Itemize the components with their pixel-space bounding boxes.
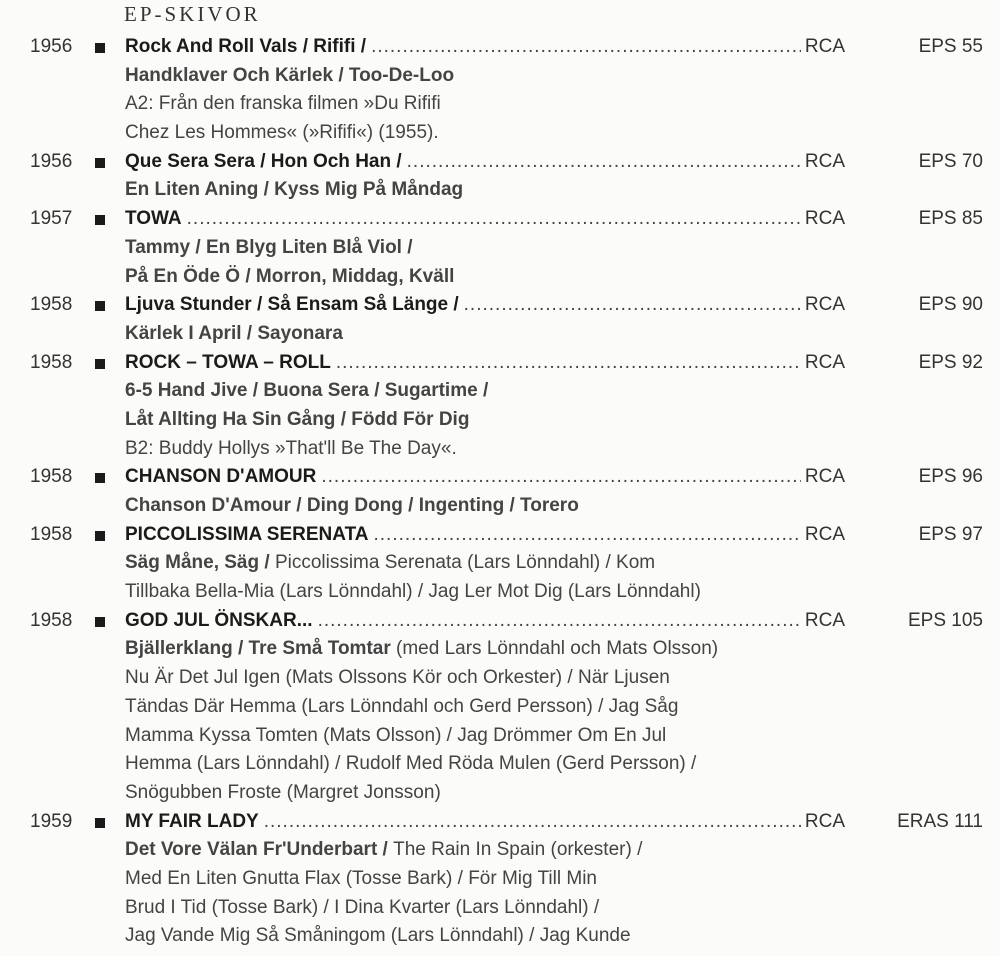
record-label: RCA — [804, 609, 845, 631]
record-label: RCA — [804, 150, 845, 172]
track-line: Handklaver Och Kärlek / Too-De-Loo — [125, 64, 455, 86]
bullet-square-icon — [95, 43, 105, 53]
bullet-square-icon — [95, 215, 105, 225]
track-line: Tillbaka Bella-Mia (Lars Lönndahl) / Jag Ler Mot Dig (Lars Lönndahl) — [125, 581, 701, 603]
dot-leader — [318, 607, 801, 636]
track-line: Jag Vande Mig Så Småningom (Lars Lönndahl) / Jag Kunde — [125, 925, 631, 947]
track-line: 6-5 Hand Jive / Buona Sera / Sugartime / — [125, 380, 489, 402]
dot-leader — [264, 808, 801, 837]
bullet-square-icon — [95, 818, 105, 828]
catalog-number: EPS 70 — [918, 150, 983, 172]
entry-year: 1956 — [30, 36, 73, 57]
record-label: RCA — [804, 208, 845, 230]
track-line: Säg Måne, Säg / Piccolissima Serenata (Lars Lönndahl) / Kom — [125, 552, 656, 574]
record-label: RCA — [804, 523, 845, 545]
discography-list — [0, 33, 1000, 951]
entry-year: 1957 — [30, 208, 73, 230]
track-line: Hemma (Lars Lönndahl) / Rudolf Med Röda Mulen (Gerd Persson) / — [125, 753, 697, 775]
bullet-square-icon — [95, 158, 105, 168]
entry-year: 1958 — [30, 351, 73, 373]
discography-entry — [0, 521, 1000, 607]
entry-title: GOD JUL ÖNSKAR... — [125, 609, 313, 631]
catalog-number: EPS 90 — [918, 294, 983, 316]
entry-title: CHANSON D'AMOUR — [125, 466, 317, 488]
entry-year: 1958 — [30, 609, 73, 631]
bullet-square-icon — [95, 473, 105, 483]
track-line: Med En Liten Gnutta Flax (Tosse Bark) / För Mig Till Min — [125, 867, 597, 889]
catalog-number: EPS 96 — [918, 466, 983, 488]
track-line: På En Öde Ö / Morron, Middag, Kväll — [125, 265, 455, 287]
discography-entry — [0, 808, 1000, 951]
record-label: RCA — [804, 294, 845, 316]
note-line: B2: Buddy Hollys »That'll Be The Day«. — [125, 437, 457, 459]
track-line: Tändas Där Hemma (Lars Lönndahl och Gerd Persson) / Jag Såg — [125, 695, 679, 717]
record-label: RCA — [804, 351, 845, 373]
discography-entry — [0, 349, 1000, 464]
discography-entry — [0, 148, 1000, 205]
catalog-number: EPS 55 — [918, 36, 983, 57]
track-line: Det Vore Välan Fr'Underbart / The Rain In Spain (orkester) / — [125, 839, 643, 861]
track-line: Kärlek I April / Sayonara — [125, 322, 343, 344]
entry-title: TOWA — [125, 208, 182, 230]
catalog-number: EPS 105 — [908, 609, 983, 631]
discography-entry — [0, 463, 1000, 520]
track-line: En Liten Aning / Kyss Mig På Måndag — [125, 179, 464, 201]
record-label: RCA — [804, 36, 845, 57]
catalog-number: EPS 97 — [918, 523, 983, 545]
catalog-number: ERAS 111 — [897, 810, 983, 832]
track-line: Chanson D'Amour / Ding Dong / Ingenting / Torero — [125, 495, 579, 516]
entry-title: ROCK – TOWA – ROLL — [125, 351, 331, 373]
discography-entry — [0, 205, 1000, 291]
record-label: RCA — [804, 466, 845, 488]
dot-leader — [187, 205, 801, 234]
catalog-number: EPS 85 — [918, 208, 983, 230]
section-heading: EP-SKIVOR — [124, 2, 261, 26]
bullet-square-icon — [95, 359, 105, 369]
track-line: Snögubben Froste (Margret Jonsson) — [125, 781, 441, 803]
dot-leader — [336, 349, 801, 378]
record-label: RCA — [804, 810, 845, 832]
entry-title: Que Sera Sera / Hon Och Han / — [125, 150, 402, 172]
dot-leader — [464, 291, 801, 320]
discography-entry — [0, 291, 1000, 348]
track-line: Bjällerklang / Tre Små Tomtar (med Lars Lönndahl och Mats Olsson) — [125, 638, 719, 660]
entry-title: Rock And Roll Vals / Rififi / — [125, 36, 367, 57]
bullet-square-icon — [95, 301, 105, 311]
dot-leader — [371, 33, 801, 62]
entry-title: MY FAIR LADY — [125, 810, 259, 832]
track-line: Tammy / En Blyg Liten Blå Viol / — [125, 236, 413, 258]
track-line: Låt Allting Ha Sin Gång / Född För Dig — [125, 408, 470, 430]
discography-entry — [0, 33, 1000, 148]
bullet-square-icon — [95, 617, 105, 627]
entry-title: PICCOLISSIMA SERENATA — [125, 523, 369, 545]
bullet-square-icon — [95, 531, 105, 541]
entry-title: Ljuva Stunder / Så Ensam Så Länge / — [125, 294, 459, 316]
entry-year: 1959 — [30, 810, 73, 832]
track-line: Nu Är Det Jul Igen (Mats Olssons Kör och Orkester) / När Ljusen — [125, 667, 670, 689]
entry-year: 1956 — [30, 150, 73, 172]
track-line: Mamma Kyssa Tomten (Mats Olsson) / Jag Drömmer Om En Jul — [125, 724, 667, 746]
note-line: A2: Från den franska filmen »Du Rififi — [125, 93, 441, 115]
discography-entry — [0, 607, 1000, 808]
catalog-number: EPS 92 — [918, 351, 983, 373]
entry-year: 1958 — [30, 294, 73, 316]
dot-leader — [321, 463, 801, 492]
note-line: Chez Les Hommes« (»Rififi«) (1955). — [125, 122, 439, 144]
entry-year: 1958 — [30, 523, 73, 545]
dot-leader — [374, 521, 801, 550]
entry-year: 1958 — [30, 466, 73, 488]
track-line: Brud I Tid (Tosse Bark) / I Dina Kvarter (Lars Lönndahl) / — [125, 896, 600, 918]
dot-leader — [407, 148, 801, 177]
